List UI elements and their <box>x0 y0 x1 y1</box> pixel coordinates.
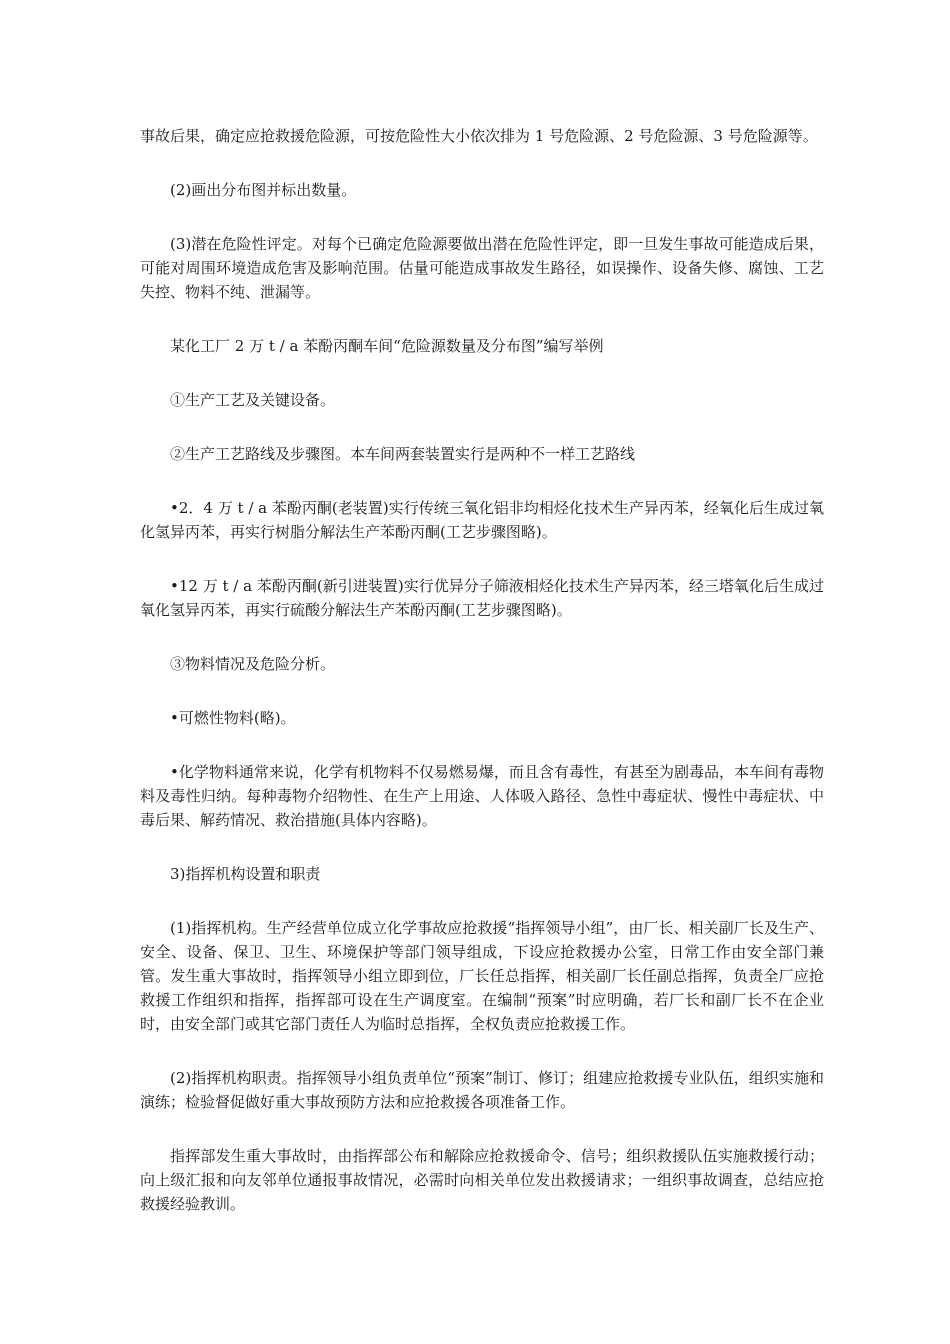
paragraph-14: (2)指挥机构职责。指挥领导小组负责单位“预案”制订、修订；组建应抢救援专业队伍，组织实施和演练；检验督促做好重大事故预防方法和应抢救援各项准备工作。 <box>140 1069 824 1111</box>
paragraph-10: •可燃性物料(略)。 <box>170 709 296 727</box>
paragraph-8: •12 万 t / a 苯酚丙酮(新引进装置)实行优异分子筛液相烃化技术生产异丙苯，经三塔氧化后生成过氧化氢异丙苯，再实行硫酸分解法生产苯酚丙酮(工艺步骤图略)。 <box>140 577 824 619</box>
paragraph-9: ③物料情况及危险分析。 <box>170 655 336 673</box>
paragraph-1: 事故后果，确定应抢救援危险源，可按危险性大小依次排为 1 号危险源、2 号危险源、3 号危险源等。 <box>140 127 818 145</box>
paragraph-11: •化学物料通常来说，化学有机物料不仅易燃易爆，而且含有毒性，有甚至为剧毒品，本车间有毒物料及毒性归纳。每种毒物介绍物性、在生产上用途、人体吸入路径、急性中毒症状、慢性中毒症状、中毒后果、解药情况、救治措施(具体内容略)。 <box>140 763 824 829</box>
paragraph-13: (1)指挥机构。生产经营单位成立化学事故应抢救援“指挥领导小组”，由厂长、相关副厂长及生产、安全、设备、保卫、卫生、环境保护等部门领导组成，下设应抢救援办公室，日常工作由安全部门兼管。发生重大事故时，指挥领导小组立即到位，厂长任总指挥，相关副厂长任副总指挥，负责全厂应抢救援工作组织和指挥，指挥部可设在生产调度室。在编制“预案”时应明确，若厂长和副厂长不在企业时，由安全部门或其它部门责任人为临时总指挥，全权负责应抢救援工作。 <box>140 919 824 1033</box>
paragraph-15: 指挥部发生重大事故时，由指挥部公布和解除应抢救援命令、信号；组织救援队伍实施救援行动；向上级汇报和向友邻单位通报事故情况，必需时向相关单位发出救援请求；一组织事故调查，总结应抢救援经验教训。 <box>140 1147 824 1213</box>
paragraph-12: 3)指挥机构设置和职责 <box>170 865 321 883</box>
paragraph-6: ②生产工艺路线及步骤图。本车间两套装置实行是两种不一样工艺路线 <box>170 445 636 463</box>
paragraph-7: •2．4 万 t / a 苯酚丙酮(老装置)实行传统三氧化铝非均相烃化技术生产异丙苯，经氧化后生成过氧化氢异丙苯，再实行树脂分解法生产苯酚丙酮(工艺步骤图略)。 <box>140 499 824 541</box>
paragraph-4: 某化工厂 2 万 t / a 苯酚丙酮车间“危险源数量及分布图”编写举例 <box>170 337 604 355</box>
paragraph-5: ①生产工艺及关键设备。 <box>170 391 336 409</box>
document-body <box>140 124 824 1246</box>
paragraph-3: (3)潜在危险性评定。对每个已确定危险源要做出潜在危险性评定，即一旦发生事故可能造成后果，可能对周围环境造成危害及影响范围。估量可能造成事故发生路径，如误操作、设备失修、腐蚀、工艺失控、物料不纯、泄漏等。 <box>140 235 824 301</box>
paragraph-2: (2)画出分布图并标出数量。 <box>170 181 357 199</box>
